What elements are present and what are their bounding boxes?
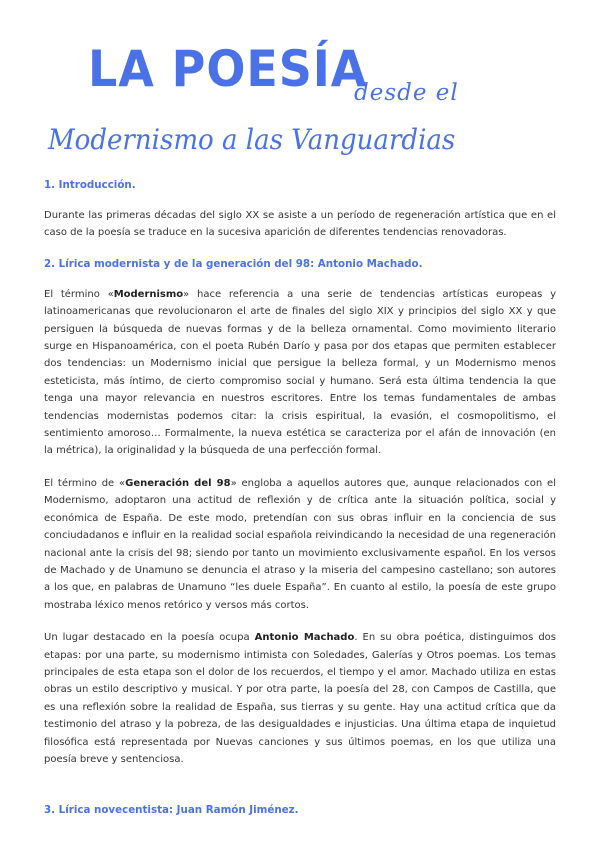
text-segment: El término « [44,288,114,300]
section-heading-introduccion: 1. Introducción. [44,179,136,191]
paragraph-introduccion: Durante las primeras décadas del siglo XX se asiste a un período de regeneración artística que en el caso de la poesía se traduce en la sucesiva aparición de diferentes tendencias renovadoras. [44,210,556,239]
text-segment: » engloba a aquellos autores que, aunque relacionados con el Modernismo, adoptaron una actitud de reflexión y de crítica ante la situación política, social y económica de España. De este modo, pretendían con sus obras influir en la conciencia de sus conciudadanos e influir en la realidad social española reivindicando la necesidad de una regeneración nacional ante la crisis del 98; siendo por tanto un movimiento exclusivamente español. En los versos de Machado y de Unamuno se denuncia el atraso y la miseria del campesino castellano; son autores a los que, en palabras de Unamuno “les duele España”. En cuanto al estilo, la poesía de este grupo mostraba léxico menos retórico y versos más cortos. [44,477,556,611]
text-segment: Un lugar destacado en la poesía ocupa [44,632,255,644]
text-segment: » hace referencia a una serie de tendencias artísticas europeas y latinoamericanas que revolucionaron el arte de finales del siglo XIX y principios del siglo XX y que persiguen la búsqueda de nuevas formas y de la belleza ornamental. Como movimiento literario surge en Hispanoamérica, con el poeta Rubén Darío y pasa por dos etapas que permiten establecer dos tendencias: un Modernismo inicial que persigue la belleza formal, y un Modernismo menos esteticista, más íntimo, de cierto compromiso social y humano. Será esta última tendencia la que tenga una mayor relevancia en nuestros escritores. Entre los temas fundamentales de ambas tendencias modernistas podemos citar: la crisis espiritual, la evasión, el cosmopolitismo, el sentimiento amoroso… Formalmente, la nueva estética se caracteriza por el afán de innovación (en la métrica), la originalidad y la búsqueda de una perfección formal. [44,288,556,457]
bold-term-generacion-98: Generación del 98 [125,477,231,489]
title-subtitle-part2: Modernismo a las Vanguardias [48,123,456,156]
text-segment: . En su obra poética, distinguimos dos etapas: por una parte, su modernismo intimista con Soledades, Galerías y Otros poemas. Los temas principales de esta etapa son el dolor de los recuerdos, el tiempo y el amor. Machado utiliza en estas obras un estilo descriptivo y musical. Y por otra parte, la poesía del 28, con Campos de Castilla, que es una reflexión sobre la realidad de España, sus tierras y su gente. Hay una actitud crítica que da testimonio del atraso y la pobreza, de las desigualdades e injusticias. Una última etapa de inquietud filosófica está representada por Nuevas canciones y sus últimos poemas, en los que utiliza una poesía breve y sentenciosa. [44,632,556,765]
document-body [44,178,556,818]
bold-term-modernismo: Modernismo [113,288,184,300]
text-segment: El término de « [44,477,126,489]
paragraph-antonio-machado [44,629,556,768]
bold-term-antonio-machado: Antonio Machado [254,632,355,644]
paragraph-modernismo [44,286,556,460]
section-heading-novecentista: 3. Lírica novecentista: Juan Ramón Jiménez. [44,804,299,817]
section-heading-modernismo: 2. Lírica modernista y de la generación del 98: Antonio Machado. [44,257,423,270]
title-main: LA POESÍA [88,40,368,98]
paragraph-generacion-98 [44,475,556,614]
title-subtitle-part1: desde el [354,80,459,106]
